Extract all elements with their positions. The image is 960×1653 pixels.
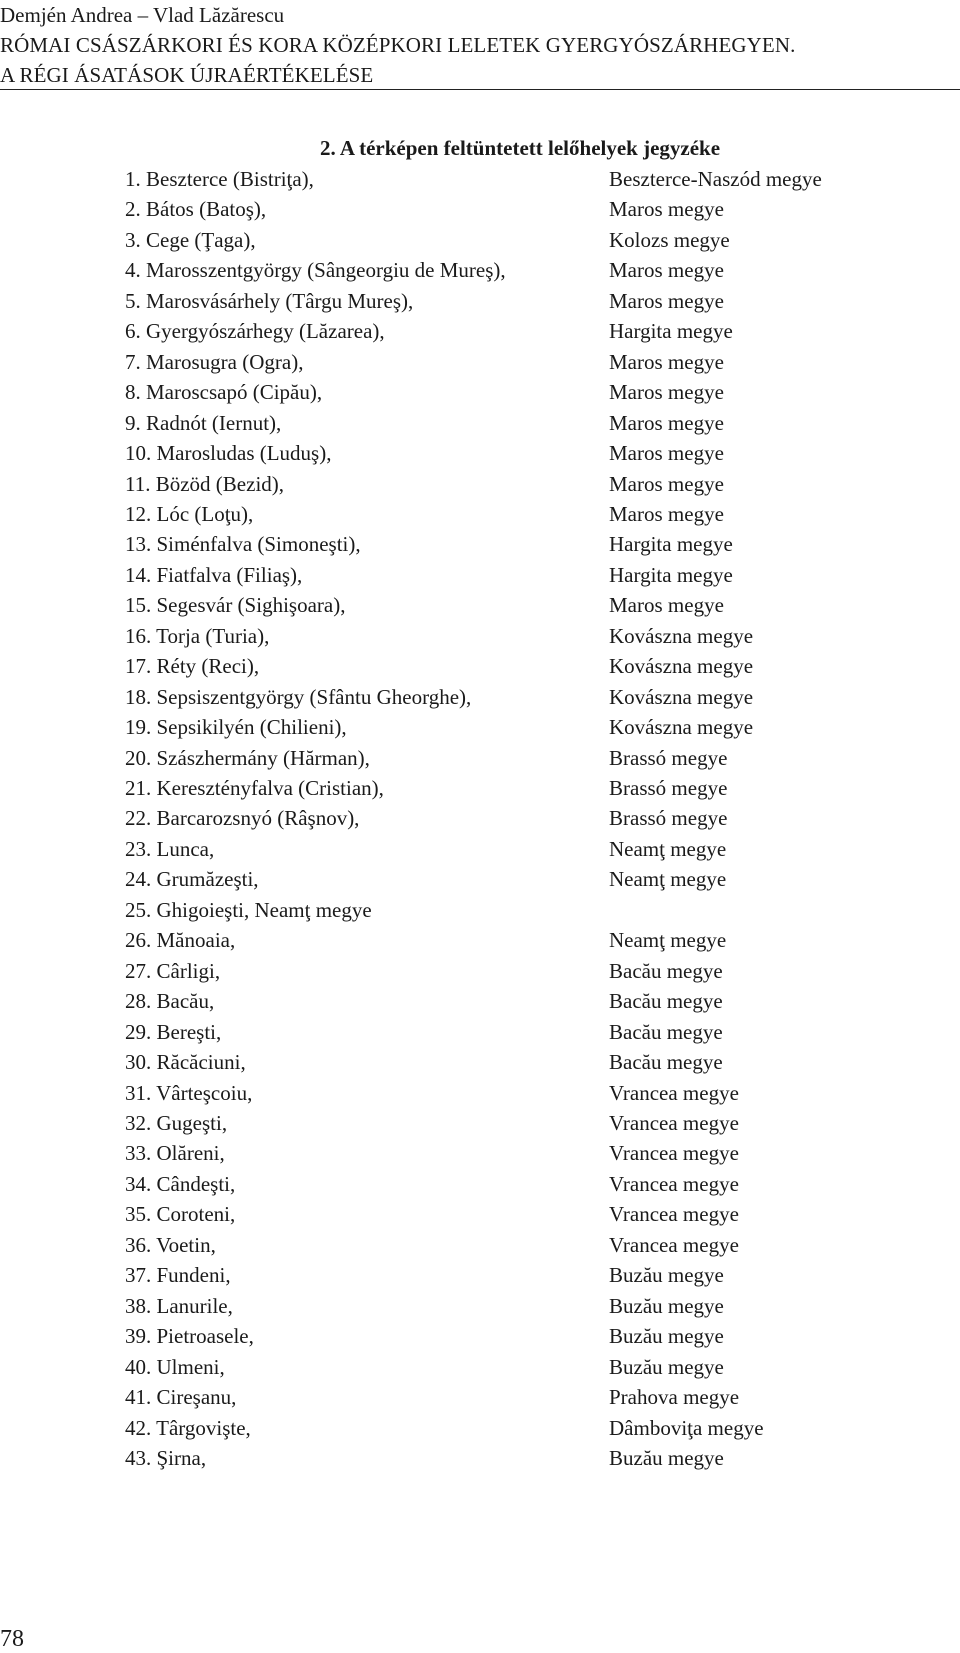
list-item — [0, 1138, 960, 1168]
site-place-name: 22. Barcarozsnyó (Râşnov), — [125, 806, 360, 831]
site-place-name: 28. Bacău, — [125, 989, 215, 1014]
site-place-name: 34. Cândeşti, — [125, 1171, 236, 1196]
site-county-name: Dâmboviţa megye — [609, 1415, 764, 1440]
site-place-name: 23. Lunca, — [125, 836, 215, 861]
list-item — [0, 408, 960, 438]
site-place-name: 30. Răcăciuni, — [125, 1050, 246, 1074]
site-place-name: 9. Radnót (Iernut), — [125, 410, 282, 435]
list-item — [0, 1321, 960, 1351]
list-item — [0, 621, 960, 651]
site-place-name: 14. Fiatfalva (Filiaş), — [125, 562, 303, 587]
list-item — [0, 469, 960, 499]
site-county-name: Maros megye — [609, 380, 724, 405]
list-item — [0, 1443, 960, 1473]
site-place-name: 32. Gugeşti, — [125, 1110, 228, 1135]
site-county-name: Vrancea megye — [609, 1141, 739, 1166]
site-place-name: 37. Fundeni, — [125, 1263, 231, 1288]
site-place-name: 21. Keresztényfalva (Cristian), — [125, 776, 384, 800]
site-place-name: 8. Maroscsapó (Cipău), — [125, 380, 323, 405]
site-place-name: 26. Mănoaia, — [125, 928, 236, 953]
running-head-authors: Demjén Andrea – Vlad Lăzărescu — [0, 3, 285, 27]
site-county-name: Kolozs megye — [609, 227, 730, 252]
site-county-name: Maros megye — [609, 410, 724, 435]
section-heading: 2. A térképen feltüntetett lelőhelyek jegyzéke — [320, 136, 721, 160]
site-place-name: 11. Bözöd (Bezid), — [125, 471, 285, 496]
list-item — [0, 164, 960, 194]
list-item — [0, 499, 960, 529]
site-county-name: Buzău megye — [609, 1324, 724, 1349]
list-item — [0, 803, 960, 833]
site-county-name: Kovászna megye — [609, 684, 754, 709]
site-county-name: Maros megye — [609, 471, 724, 496]
site-place-name: 5. Marosvásárhely (Târgu Mureş), — [125, 288, 414, 313]
site-place-name: 2. Bátos (Batoş), — [125, 197, 267, 222]
list-item — [0, 1199, 960, 1229]
list-item — [0, 529, 960, 559]
site-place-name: 18. Sepsiszentgyörgy (Sfântu Gheorghe), — [125, 684, 472, 709]
site-county-name: Maros megye — [609, 441, 724, 466]
site-county-name: Buzău megye — [609, 1293, 724, 1318]
list-item — [0, 986, 960, 1016]
site-county-name: Vrancea megye — [609, 1110, 739, 1135]
site-place-name: 12. Lóc (Loţu), — [125, 501, 254, 526]
list-item — [0, 743, 960, 773]
site-county-name: Maros megye — [609, 197, 724, 222]
site-place-name: 39. Pietroasele, — [125, 1324, 254, 1349]
list-item — [0, 194, 960, 224]
site-place-name: 7. Marosugra (Ogra), — [125, 349, 304, 374]
site-county-name: Vrancea megye — [609, 1080, 739, 1105]
site-place-name: 41. Cireşanu, — [125, 1385, 237, 1409]
site-place-name: 42. Târgovişte, — [125, 1415, 251, 1440]
site-county-name: Maros megye — [609, 349, 724, 374]
site-place-name: 4. Marosszentgyörgy (Sângeorgiu de Mureş), — [125, 258, 506, 283]
site-county-name: Maros megye — [609, 593, 724, 618]
running-head-title-line-1: RÓMAI CSÁSZÁRKORI ÉS KORA KÖZÉPKORI LELETEK GYERGYÓSZÁRHEGYEN. — [0, 33, 796, 57]
list-item — [0, 895, 960, 925]
site-county-name: Neamţ megye — [609, 928, 727, 953]
site-place-name: 15. Segesvár (Sighişoara), — [125, 593, 346, 618]
site-county-name: Buzău megye — [609, 1445, 724, 1470]
list-item — [0, 286, 960, 316]
list-item — [0, 712, 960, 742]
site-county-name: Maros megye — [609, 288, 724, 313]
site-county-name: Maros megye — [609, 258, 724, 283]
list-item — [0, 1230, 960, 1260]
site-place-name: 16. Torja (Turia), — [125, 623, 270, 648]
site-place-name: 40. Ulmeni, — [125, 1354, 225, 1379]
site-place-name: 35. Coroteni, — [125, 1202, 236, 1227]
site-county-name: Hargita megye — [609, 532, 733, 557]
site-place-name: 1. Beszterce (Bistriţa), — [125, 167, 314, 191]
site-place-name: 38. Lanurile, — [125, 1293, 233, 1318]
list-item — [0, 1017, 960, 1047]
site-place-name: 19. Sepsikilyén (Chilieni), — [125, 715, 347, 740]
site-place-name: 3. Cege (Ţaga), — [125, 227, 256, 252]
site-place-name: 27. Cârligi, — [125, 958, 221, 983]
site-county-name: Beszterce-Naszód megye — [609, 167, 822, 191]
site-place-name: 33. Olăreni, — [125, 1141, 225, 1166]
site-place-name: 20. Szászhermány (Hărman), — [125, 745, 370, 770]
site-county-name: Buzău megye — [609, 1263, 724, 1288]
list-item — [0, 377, 960, 407]
list-item — [0, 1169, 960, 1199]
site-county-name: Prahova megye — [609, 1385, 740, 1409]
site-place-name: 10. Marosludas (Luduş), — [125, 441, 332, 466]
site-county-name: Hargita megye — [609, 319, 733, 344]
list-item — [0, 1413, 960, 1443]
site-county-name: Brassó megye — [609, 776, 728, 800]
site-place-name: 6. Gyergyószárhegy (Lăzarea), — [125, 319, 385, 344]
list-item — [0, 773, 960, 803]
list-item — [0, 651, 960, 681]
site-county-name: Kovászna megye — [609, 715, 754, 740]
site-place-name: 36. Voetin, — [125, 1232, 216, 1257]
list-item — [0, 834, 960, 864]
site-place-name: 43. Şirna, — [125, 1445, 207, 1470]
site-county-name: Vrancea megye — [609, 1202, 739, 1227]
site-county-name: Neamţ megye — [609, 836, 727, 861]
site-county-name: Vrancea megye — [609, 1171, 739, 1196]
list-item — [0, 864, 960, 894]
list-item — [0, 560, 960, 590]
page-number: 78 — [0, 1626, 24, 1652]
site-county-name: Kovászna megye — [609, 623, 754, 648]
site-place-name: 13. Siménfalva (Simoneşti), — [125, 532, 361, 557]
list-item — [0, 1108, 960, 1138]
site-county-name: Maros megye — [609, 501, 724, 526]
list-item — [0, 347, 960, 377]
site-county-name: Bacău megye — [609, 1050, 723, 1074]
list-item — [0, 1047, 960, 1077]
list-item — [0, 956, 960, 986]
site-place-name: 17. Réty (Reci), — [125, 654, 260, 679]
site-place-name: 29. Bereşti, — [125, 1019, 222, 1044]
list-item — [0, 255, 960, 285]
list-item — [0, 438, 960, 468]
list-item — [0, 590, 960, 620]
running-head-rule — [0, 89, 960, 90]
list-item — [0, 1382, 960, 1412]
list-item — [0, 316, 960, 346]
site-county-name: Buzău megye — [609, 1354, 724, 1379]
list-item — [0, 1352, 960, 1382]
list-item — [0, 225, 960, 255]
site-county-name: Bacău megye — [609, 989, 723, 1014]
list-item — [0, 925, 960, 955]
site-county-name: Bacău megye — [609, 1019, 723, 1044]
site-county-name: Brassó megye — [609, 806, 728, 831]
site-county-name: Hargita megye — [609, 562, 733, 587]
site-place-name: 24. Grumăzeşti, — [125, 867, 259, 892]
site-county-name: Kovászna megye — [609, 654, 754, 679]
site-county-name: Neamţ megye — [609, 867, 727, 892]
list-item — [0, 1291, 960, 1321]
list-item — [0, 1078, 960, 1108]
site-place-name: 31. Vârteşcoiu, — [125, 1080, 253, 1105]
site-county-name: Bacău megye — [609, 958, 723, 983]
running-head-title-line-2: A RÉGI ÁSATÁSOK ÚJRAÉRTÉKELÉSE — [0, 63, 374, 87]
site-place-name: 25. Ghigoieşti, Neamţ megye — [125, 897, 372, 922]
site-county-name: Vrancea megye — [609, 1232, 739, 1257]
site-county-name: Brassó megye — [609, 745, 728, 770]
list-item — [0, 1260, 960, 1290]
list-item — [0, 682, 960, 712]
